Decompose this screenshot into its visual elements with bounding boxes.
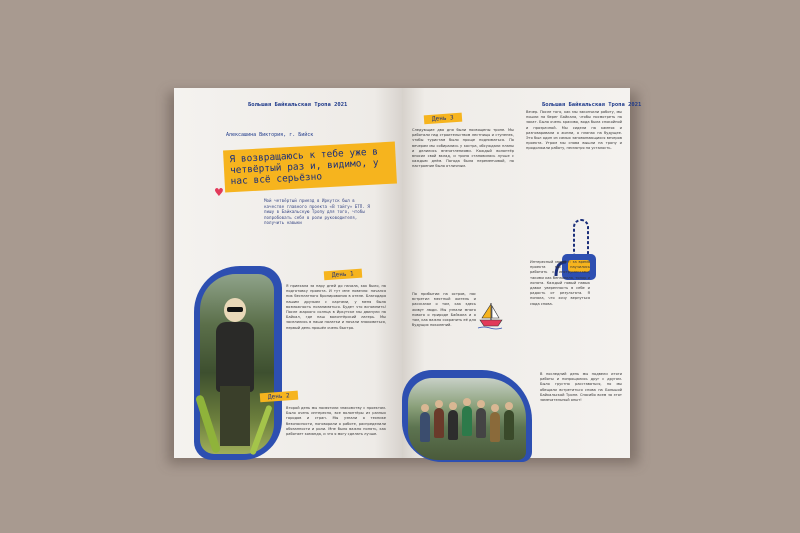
group-photo xyxy=(408,378,526,460)
heart-icon: ♥ xyxy=(214,186,224,199)
right-page-header: Большая Байкальская Тропа 2021 xyxy=(542,102,642,108)
article-headline: Я возвращаюсь к тебе уже в четвёртый раз и, видимо, у нас всё серьёзно xyxy=(223,142,397,193)
left-page-header: Большая Байкальская Тропа 2021 xyxy=(248,102,348,108)
column2-bottom-text: В последний день мы подвели итоги работы и попрощались друг с другом. Было грустно расставаться, но мы обещали встретиться снова на Большой Байкальской Тропе. Спасибо всем за этот замечательный опыт! xyxy=(540,372,622,403)
day3-tag: День 3 xyxy=(424,113,462,125)
column2-middle-text: Интересный момент: за время проекта мы научились работать с инструментами, такими как бензопила, топор и лопата. Каждый новый навык давал уверенность в себе и радость от результата. Я поняла, что хочу вернуться сюда снова. xyxy=(530,260,590,306)
day2-text: Второй день мы посвятили знакомству с проектом. Было очень интересно, все волонтёры из разных городов и стран. Мы узнали о технике безопасности, поговорили о работе, распределили обязанности и роли. Мне было важно понять, как работает команда, и что я могу сделать лучше. xyxy=(286,406,386,437)
day1-tag: День 1 xyxy=(324,269,362,281)
intro-text: Мой четвёртый приезд в Иркутск был в качестве главного проекта «В тайгу» БТП. Я пишу в Байкальскую Тропу для того, чтобы попробовать себя в роли руководителя, получить навыки xyxy=(264,198,370,226)
left-page xyxy=(174,88,402,458)
column1-text: Следующие два дня были посвящены тропе. Мы работали над строительством лестницы и ступенек, чтобы туристам было проще подниматься. По вечерам мы собирались у костра, обсуждали планы и делились впечатлениями. Каждый волонтёр вносил свой вклад, и тропа становилась лучше с каждым днём. Погода была переменчивой, но настроение было отличным. xyxy=(412,128,514,169)
column2-text: Вечер. После того, как мы закончили работу, мы пошли на берег Байкала, чтобы посмотреть на закат. Было очень красиво, вода была спокойной и прозрачной. Мы сидели на камнях и разговаривали о жизни, о планах на будущее. Это был один из самых запоминающихся вечеров проекта. Утром мы снова вышли на тропу и продолжили работу, несмотря на усталость. xyxy=(526,110,622,151)
boat-icon xyxy=(476,300,506,330)
column1-bottom-text: По прибытии на остров, нас встретил местный житель и рассказал о том, как здесь живут люди. Мы узнали много нового о природе Байкала и о том, как важно сохранить её для будущих поколений. xyxy=(412,292,476,328)
author-line: Алексашина Виктория, г. Бийск xyxy=(226,132,314,138)
day1-text: Я приехала за пару дней до начала, как было, на подготовку проекта. И тут мне повезло: начался пик бесплатного бронирования в отеле. Благодаря нашим друзьям с картами, у меня была возможность позаниматься. Будет что вспомнить! После жаркого солнца в Иркутске мы двинули на Байкал, где наш волонтёрский лагерь. Мы заселились в наши палатки и начали знакомиться, первый день прошёл очень быстро. xyxy=(286,284,386,330)
day2-tag: День 2 xyxy=(260,391,298,403)
portrait-photo xyxy=(200,274,274,454)
right-page xyxy=(402,88,642,458)
